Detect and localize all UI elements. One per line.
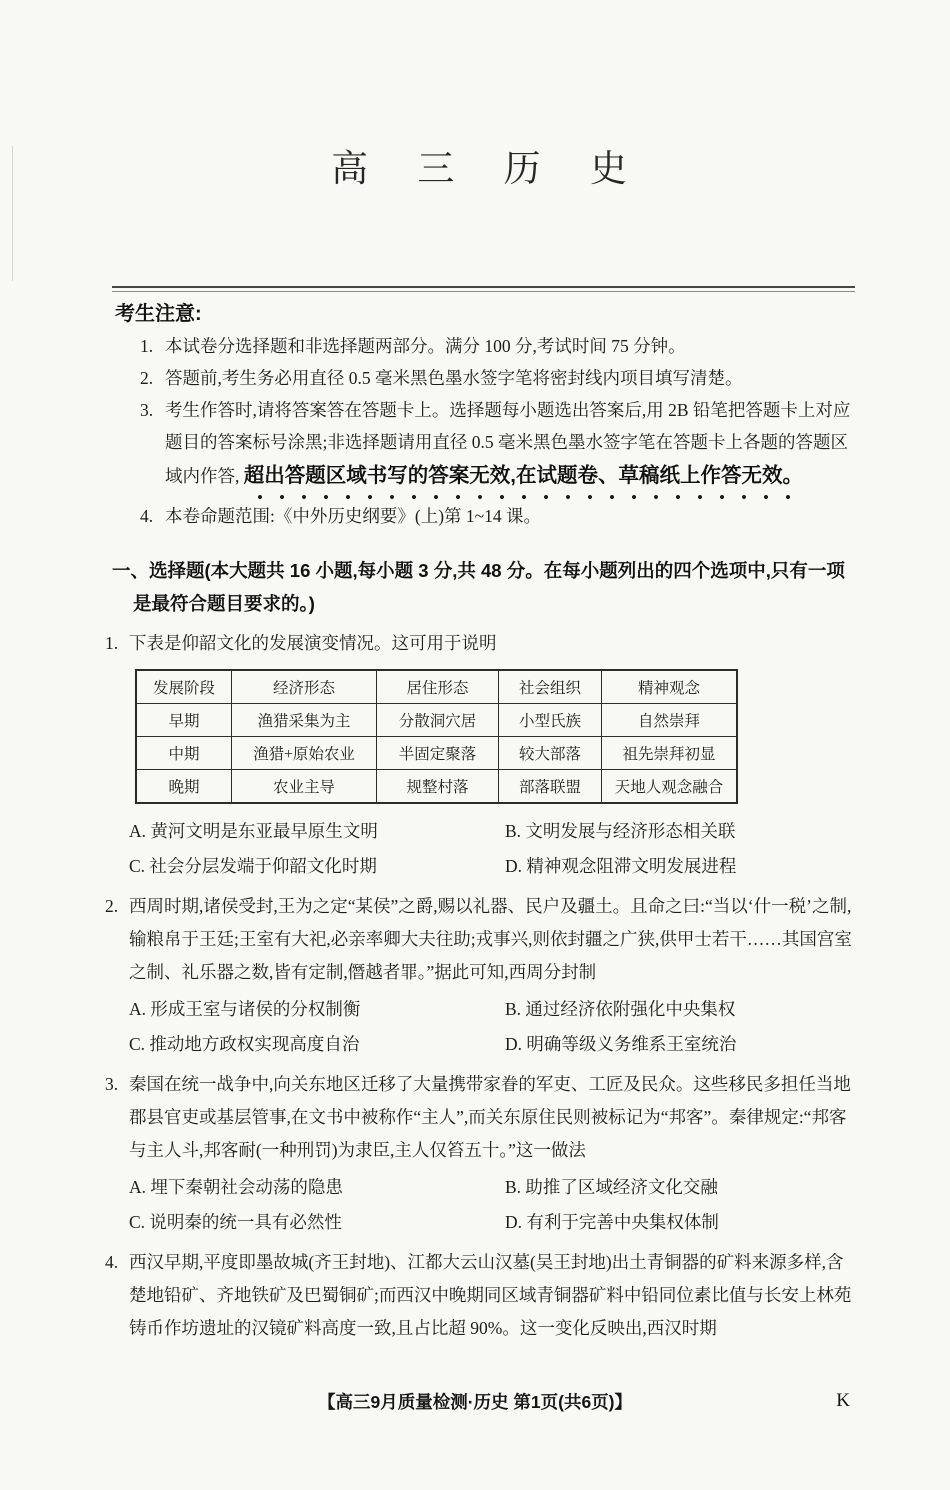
table-cell: 晚期 xyxy=(136,770,232,804)
section-heading-multiple-choice: 一、选择题(本大题共 16 小题,每小题 3 分,共 48 分。在每小题列出的四个选项中,只有一项是最符合题目要求的。) xyxy=(112,560,845,614)
option-b: B. 助推了区域经济文化交融 xyxy=(505,1177,718,1197)
question-1-number: 1. xyxy=(105,633,119,653)
scan-edge-artifact xyxy=(12,146,13,281)
notice-item-1-text: 本试卷分选择题和非选择题两部分。满分 100 分,考试时间 75 分钟。 xyxy=(165,336,686,356)
page-title: 高 三 历 史 xyxy=(331,149,647,190)
notice-item-4-number: 4. xyxy=(140,506,154,526)
table-cell: 半固定聚落 xyxy=(377,737,499,770)
table-cell: 天地人观念融合 xyxy=(602,770,738,804)
notice-item-2-number: 2. xyxy=(140,368,154,388)
page-footer xyxy=(0,1389,950,1414)
option-c: C. 说明秦的统一具有必然性 xyxy=(129,1211,342,1232)
question-2-number: 2. xyxy=(105,896,119,916)
table-header-cell: 精神观念 xyxy=(602,670,738,704)
option-a: A. 埋下秦朝社会动荡的隐患 xyxy=(129,1177,343,1197)
question-4-number: 4. xyxy=(105,1252,119,1272)
option-a: A. 黄河文明是东亚最早原生文明 xyxy=(129,821,378,841)
option-b: B. 通过经济依附强化中央集权 xyxy=(505,999,736,1019)
option-b: B. 文明发展与经济形态相关联 xyxy=(505,821,736,841)
question-2-text: 西周时期,诸侯受封,王为之定“某侯”之爵,赐以礼器、民户及疆土。且命之曰:“当以‘什一税’之制,输粮帛于王廷;王室有大祀,必亲率卿大夫往助;戎事兴,则依封疆之广狭,供甲士若干……其国宫室之制、礼乐器之数,皆有定制,僭越者罪。”据此可知,西周分封制 xyxy=(129,896,852,982)
footer-mark-k: K xyxy=(836,1390,850,1411)
notice-item-3-number: 3. xyxy=(140,400,154,420)
option-d: D. 有利于完善中央集权体制 xyxy=(505,1211,719,1232)
table-cell: 早期 xyxy=(136,704,232,737)
header-double-rule xyxy=(112,286,855,292)
notice-item-2-text: 答题前,考生务必用直径 0.5 毫米黑色墨水签字笔将密封线内项目填写清楚。 xyxy=(165,368,743,388)
table-cell: 分散洞穴居 xyxy=(377,704,499,737)
table-row xyxy=(136,770,737,804)
option-c: C. 推动地方政权实现高度自治 xyxy=(129,1033,360,1054)
table-header-row xyxy=(136,670,737,704)
question-3-options xyxy=(103,1170,855,1239)
question-1-table xyxy=(135,669,738,804)
notice-item-2 xyxy=(140,362,855,394)
question-1-text: 下表是仰韶文化的发展演变情况。这可用于说明 xyxy=(129,633,497,653)
table-header-cell: 经济形态 xyxy=(232,670,377,704)
question-1-options xyxy=(103,814,855,883)
table-header-cell: 居住形态 xyxy=(377,670,499,704)
table-cell: 小型氏族 xyxy=(499,704,602,737)
table-header-cell: 社会组织 xyxy=(499,670,602,704)
question-3-number: 3. xyxy=(105,1074,119,1094)
exam-page xyxy=(0,146,950,1345)
footer-text: 【高三9月质量检测·历史 第1页(共6页)】 xyxy=(317,1392,633,1412)
notice-list xyxy=(140,330,855,532)
table-cell: 渔猎采集为主 xyxy=(232,704,377,737)
table-row xyxy=(136,737,737,770)
question-3 xyxy=(103,1068,855,1167)
question-1 xyxy=(103,627,855,660)
table-cell: 渔猎+原始农业 xyxy=(232,737,377,770)
notice-item-4-text: 本卷命题范围:《中外历史纲要》(上)第 1~14 课。 xyxy=(165,506,541,526)
notice-item-1 xyxy=(140,330,855,362)
option-c: C. 社会分层发端于仰韶文化时期 xyxy=(129,855,377,876)
table-cell: 中期 xyxy=(136,737,232,770)
question-4-text: 西汉早期,平度即墨故城(齐王封地)、江都大云山汉墓(吴王封地)出土青铜器的矿料来源多样,含楚地铅矿、齐地铁矿及巴蜀铜矿;而西汉中晚期同区域青铜器矿料中铅同位素比值与长安上林苑铸币作坊遗址的汉镜矿料高度一致,且占比超 90%。这一变化反映出,西汉时期 xyxy=(129,1252,852,1338)
table-row xyxy=(136,704,737,737)
notice-item-4 xyxy=(140,500,855,532)
question-2-options xyxy=(103,992,855,1061)
table-cell: 祖先崇拜初显 xyxy=(602,737,738,770)
table-cell: 部落联盟 xyxy=(499,770,602,804)
notice-item-3-text: 考生作答时,请将答案答在答题卡上。选择题每小题选出答案后,用 2B 铅笔把答题卡上对应题目的答案标号涂黑;非选择题请用直径 0.5 毫米黑色墨水签字笔在答题卡上各题的答题区域内作答, xyxy=(165,400,851,486)
notice-item-3-emphasized-text: 超出答题区域书写的答案无效,在试题卷、草稿纸上作答无效。 xyxy=(244,461,803,500)
option-d: D. 精神观念阻滞文明发展进程 xyxy=(505,855,737,876)
table-cell: 自然崇拜 xyxy=(602,704,738,737)
option-a: A. 形成王室与诸侯的分权制衡 xyxy=(129,999,361,1019)
notice-item-1-number: 1. xyxy=(140,336,154,356)
option-d: D. 明确等级义务维系王室统治 xyxy=(505,1033,737,1054)
table-cell: 农业主导 xyxy=(232,770,377,804)
question-4 xyxy=(103,1246,855,1345)
question-2 xyxy=(103,890,855,989)
table-cell: 规整村落 xyxy=(377,770,499,804)
question-3-text: 秦国在统一战争中,向关东地区迁移了大量携带家眷的军吏、工匠及民众。这些移民多担任当地郡县官吏或基层管事,在文书中被称作“主人”,而关东原住民则被标记为“邦客”。秦律规定:“邦客与主人斗,邦客耐(一种刑罚)为隶臣,主人仅笞五十。”这一做法 xyxy=(129,1074,851,1160)
table-cell: 较大部落 xyxy=(499,737,602,770)
notice-item-3 xyxy=(140,394,855,500)
table-header-cell: 发展阶段 xyxy=(136,670,232,704)
notice-heading: 考生注意: xyxy=(115,303,202,325)
